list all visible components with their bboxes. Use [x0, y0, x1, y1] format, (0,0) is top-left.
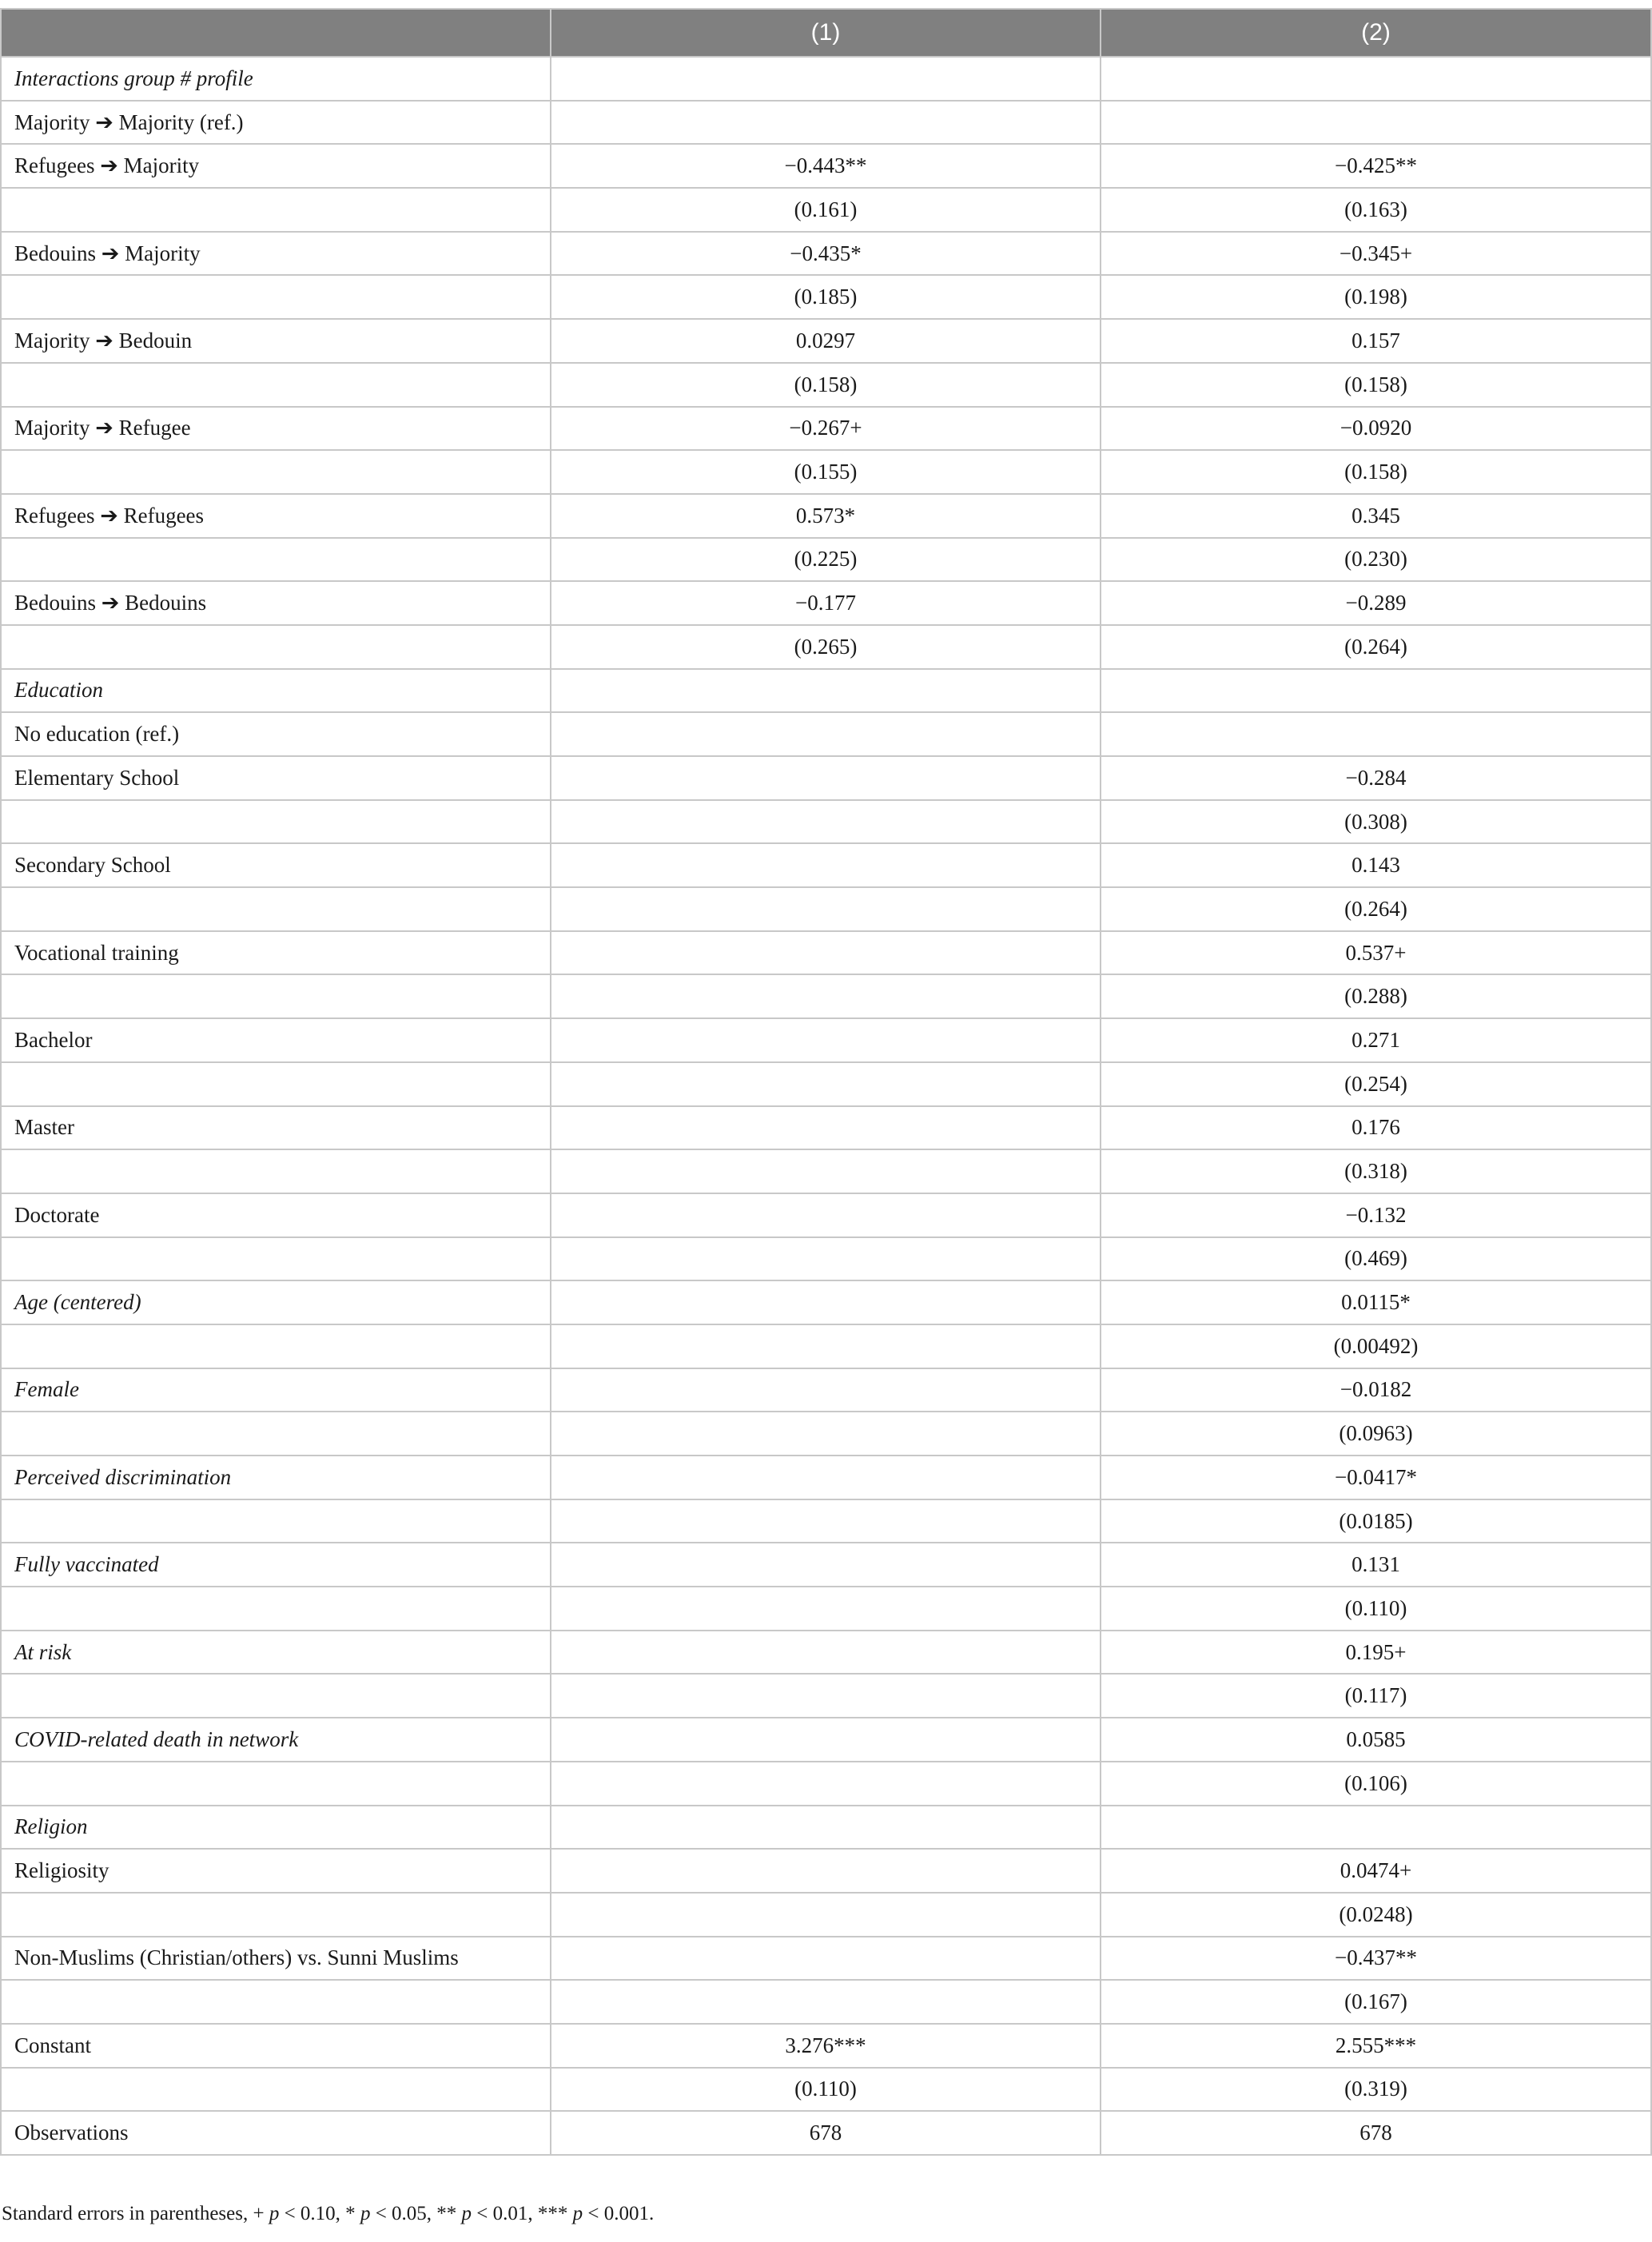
model-2-value: (0.158) [1101, 363, 1651, 407]
model-2-value: (0.288) [1101, 974, 1651, 1018]
table-row [1, 1368, 1651, 1412]
model-1-value [551, 974, 1101, 1018]
model-2-value [1101, 101, 1651, 145]
model-1-value [551, 669, 1101, 713]
row-label [1, 1237, 551, 1281]
model-2-value: (0.00492) [1101, 1324, 1651, 1368]
table-row [1, 1980, 1651, 2024]
table-row [1, 931, 1651, 975]
table-row [1, 625, 1651, 669]
table-row [1, 2111, 1651, 2155]
model-2-value: (0.230) [1101, 538, 1651, 582]
model-1-value: (0.155) [551, 450, 1101, 494]
table-row [1, 1631, 1651, 1675]
row-label [1, 1062, 551, 1106]
model-1-value: −0.435* [551, 232, 1101, 276]
footnote-p-symbol: p [269, 2203, 280, 2224]
model-1-value [551, 57, 1101, 101]
table-row [1, 1106, 1651, 1150]
model-1-value [551, 1412, 1101, 1456]
model-1-value: (0.158) [551, 363, 1101, 407]
row-label [1, 887, 551, 931]
table-row [1, 275, 1651, 319]
table-row [1, 756, 1651, 800]
model-2-value: (0.0248) [1101, 1893, 1651, 1937]
model-2-value: 0.143 [1101, 843, 1651, 887]
table-row [1, 2024, 1651, 2068]
model-2-value [1101, 1806, 1651, 1850]
row-label: Majority ➔ Bedouin [1, 319, 551, 363]
model-2-value: 0.271 [1101, 1018, 1651, 1062]
header-model-1: (1) [551, 9, 1101, 57]
model-1-value [551, 1806, 1101, 1850]
model-1-value [551, 1324, 1101, 1368]
table-row [1, 1499, 1651, 1543]
row-label [1, 275, 551, 319]
model-1-value [551, 1762, 1101, 1806]
model-2-value: 0.131 [1101, 1543, 1651, 1587]
model-1-value: 678 [551, 2111, 1101, 2155]
table-row [1, 1806, 1651, 1850]
model-2-value: (0.469) [1101, 1237, 1651, 1281]
model-2-value: (0.110) [1101, 1587, 1651, 1631]
model-2-value: (0.264) [1101, 625, 1651, 669]
table-row [1, 1893, 1651, 1937]
table-row [1, 1587, 1651, 1631]
model-2-value: −0.284 [1101, 756, 1651, 800]
footnote-p-symbol: p [360, 2203, 371, 2224]
footnote-threshold: < 0.01, *** [472, 2203, 573, 2224]
table-row [1, 1412, 1651, 1456]
table-header-row [1, 9, 1651, 57]
model-1-value [551, 887, 1101, 931]
model-1-value [551, 1499, 1101, 1543]
row-label [1, 1893, 551, 1937]
row-label: Refugees ➔ Majority [1, 144, 551, 188]
model-2-value: (0.308) [1101, 800, 1651, 844]
model-2-value: −0.132 [1101, 1193, 1651, 1237]
table-row [1, 1456, 1651, 1499]
model-2-value: (0.106) [1101, 1762, 1651, 1806]
row-label [1, 1674, 551, 1718]
row-label: Age (centered) [1, 1280, 551, 1324]
table-row [1, 800, 1651, 844]
row-label: Majority ➔ Majority (ref.) [1, 101, 551, 145]
table-footnote [2, 2203, 654, 2225]
model-2-value: 0.0115* [1101, 1280, 1651, 1324]
table-row [1, 1193, 1651, 1237]
model-2-value: −0.345+ [1101, 232, 1651, 276]
model-1-value [551, 101, 1101, 145]
model-2-value: (0.264) [1101, 887, 1651, 931]
footnote-threshold: < 0.001. [583, 2203, 655, 2224]
row-label [1, 625, 551, 669]
model-1-value [551, 1631, 1101, 1675]
row-label [1, 363, 551, 407]
table-row [1, 1937, 1651, 1981]
model-1-value [551, 1280, 1101, 1324]
row-label: Observations [1, 2111, 551, 2155]
row-label [1, 1412, 551, 1456]
model-2-value: (0.198) [1101, 275, 1651, 319]
model-2-value: 0.537+ [1101, 931, 1651, 975]
model-1-value [551, 756, 1101, 800]
model-1-value [551, 1106, 1101, 1150]
model-2-value: 678 [1101, 2111, 1651, 2155]
table-row [1, 538, 1651, 582]
model-1-value [551, 1849, 1101, 1893]
table-row [1, 712, 1651, 756]
table-row [1, 101, 1651, 145]
model-1-value [551, 800, 1101, 844]
model-1-value [551, 1062, 1101, 1106]
model-1-value: 0.0297 [551, 319, 1101, 363]
model-1-value: 3.276*** [551, 2024, 1101, 2068]
table-row [1, 1849, 1651, 1893]
model-1-value: 0.573* [551, 494, 1101, 538]
model-2-value: −0.289 [1101, 581, 1651, 625]
model-1-value [551, 1674, 1101, 1718]
row-label [1, 1980, 551, 2024]
table-row [1, 1280, 1651, 1324]
model-2-value: −0.0182 [1101, 1368, 1651, 1412]
table-row [1, 843, 1651, 887]
table-row [1, 1718, 1651, 1762]
model-2-value: −0.0417* [1101, 1456, 1651, 1499]
model-2-value: (0.319) [1101, 2068, 1651, 2112]
regression-table [0, 8, 1652, 2156]
row-label: Religion [1, 1806, 551, 1850]
row-label: Vocational training [1, 931, 551, 975]
row-label [1, 188, 551, 232]
model-1-value [551, 1456, 1101, 1499]
table-row [1, 144, 1651, 188]
footnote-threshold: < 0.05, ** [370, 2203, 462, 2224]
row-label [1, 974, 551, 1018]
row-label: Bachelor [1, 1018, 551, 1062]
model-1-value [551, 1018, 1101, 1062]
footnote-prefix: Standard errors in parentheses, + [2, 2203, 269, 2224]
model-1-value [551, 843, 1101, 887]
table-row [1, 232, 1651, 276]
row-label: Bedouins ➔ Majority [1, 232, 551, 276]
model-1-value [551, 1368, 1101, 1412]
model-1-value: (0.110) [551, 2068, 1101, 2112]
row-label: Refugees ➔ Refugees [1, 494, 551, 538]
table-row [1, 1324, 1651, 1368]
model-1-value: −0.267+ [551, 407, 1101, 451]
model-2-value: (0.158) [1101, 450, 1651, 494]
footnote-p-symbol: p [461, 2203, 472, 2224]
row-label: Education [1, 669, 551, 713]
model-1-value: (0.225) [551, 538, 1101, 582]
table-row [1, 363, 1651, 407]
model-1-value: −0.177 [551, 581, 1101, 625]
row-label: Constant [1, 2024, 551, 2068]
model-1-value [551, 1587, 1101, 1631]
model-2-value [1101, 669, 1651, 713]
table-row [1, 57, 1651, 101]
model-2-value [1101, 57, 1651, 101]
model-2-value: −0.0920 [1101, 407, 1651, 451]
model-2-value: (0.0963) [1101, 1412, 1651, 1456]
row-label: Female [1, 1368, 551, 1412]
model-1-value [551, 931, 1101, 975]
model-2-value: (0.167) [1101, 1980, 1651, 2024]
table-row [1, 188, 1651, 232]
row-label [1, 1587, 551, 1631]
model-1-value [551, 1893, 1101, 1937]
table-body [1, 57, 1651, 2155]
model-2-value: (0.0185) [1101, 1499, 1651, 1543]
model-2-value [1101, 712, 1651, 756]
regression-table-container [0, 8, 1652, 2156]
row-label: Perceived discrimination [1, 1456, 551, 1499]
row-label [1, 800, 551, 844]
model-1-value [551, 1937, 1101, 1981]
table-row [1, 319, 1651, 363]
row-label: Elementary School [1, 756, 551, 800]
model-1-value [551, 1980, 1101, 2024]
table-row [1, 1237, 1651, 1281]
model-2-value: (0.254) [1101, 1062, 1651, 1106]
model-1-value: (0.185) [551, 275, 1101, 319]
model-1-value [551, 1149, 1101, 1193]
table-row [1, 1543, 1651, 1587]
model-2-value: −0.437** [1101, 1937, 1651, 1981]
model-2-value: 0.0585 [1101, 1718, 1651, 1762]
model-1-value: −0.443** [551, 144, 1101, 188]
row-label: At risk [1, 1631, 551, 1675]
row-label [1, 2068, 551, 2112]
table-row [1, 2068, 1651, 2112]
model-2-value: (0.117) [1101, 1674, 1651, 1718]
model-2-value: 0.345 [1101, 494, 1651, 538]
row-label [1, 1762, 551, 1806]
model-2-value: 2.555*** [1101, 2024, 1651, 2068]
table-row [1, 407, 1651, 451]
model-2-value: 0.176 [1101, 1106, 1651, 1150]
row-label: Non-Muslims (Christian/others) vs. Sunni Muslims [1, 1937, 551, 1981]
row-label: Bedouins ➔ Bedouins [1, 581, 551, 625]
row-label: Doctorate [1, 1193, 551, 1237]
row-label: Fully vaccinated [1, 1543, 551, 1587]
row-label [1, 1149, 551, 1193]
table-row [1, 1062, 1651, 1106]
table-row [1, 494, 1651, 538]
table-row [1, 581, 1651, 625]
row-label [1, 1499, 551, 1543]
table-row [1, 887, 1651, 931]
table-row [1, 1674, 1651, 1718]
footnote-p-symbol: p [572, 2203, 583, 2224]
model-2-value: (0.318) [1101, 1149, 1651, 1193]
model-2-value: (0.163) [1101, 188, 1651, 232]
table-row [1, 974, 1651, 1018]
row-label: No education (ref.) [1, 712, 551, 756]
table-row [1, 1149, 1651, 1193]
row-label [1, 450, 551, 494]
table-row [1, 1762, 1651, 1806]
table-row [1, 1018, 1651, 1062]
table-row [1, 450, 1651, 494]
header-model-2: (2) [1101, 9, 1651, 57]
model-2-value: 0.0474+ [1101, 1849, 1651, 1893]
model-1-value [551, 1543, 1101, 1587]
model-1-value [551, 1237, 1101, 1281]
row-label: Secondary School [1, 843, 551, 887]
model-1-value [551, 1718, 1101, 1762]
model-2-value: 0.195+ [1101, 1631, 1651, 1675]
footnote-threshold: < 0.10, * [279, 2203, 360, 2224]
row-label: Interactions group # profile [1, 57, 551, 101]
model-1-value: (0.161) [551, 188, 1101, 232]
model-1-value [551, 712, 1101, 756]
row-label [1, 538, 551, 582]
row-label: COVID-related death in network [1, 1718, 551, 1762]
header-variable [1, 9, 551, 57]
row-label [1, 1324, 551, 1368]
model-1-value [551, 1193, 1101, 1237]
row-label: Master [1, 1106, 551, 1150]
row-label: Majority ➔ Refugee [1, 407, 551, 451]
model-1-value: (0.265) [551, 625, 1101, 669]
row-label: Religiosity [1, 1849, 551, 1893]
table-row [1, 669, 1651, 713]
model-2-value: 0.157 [1101, 319, 1651, 363]
model-2-value: −0.425** [1101, 144, 1651, 188]
